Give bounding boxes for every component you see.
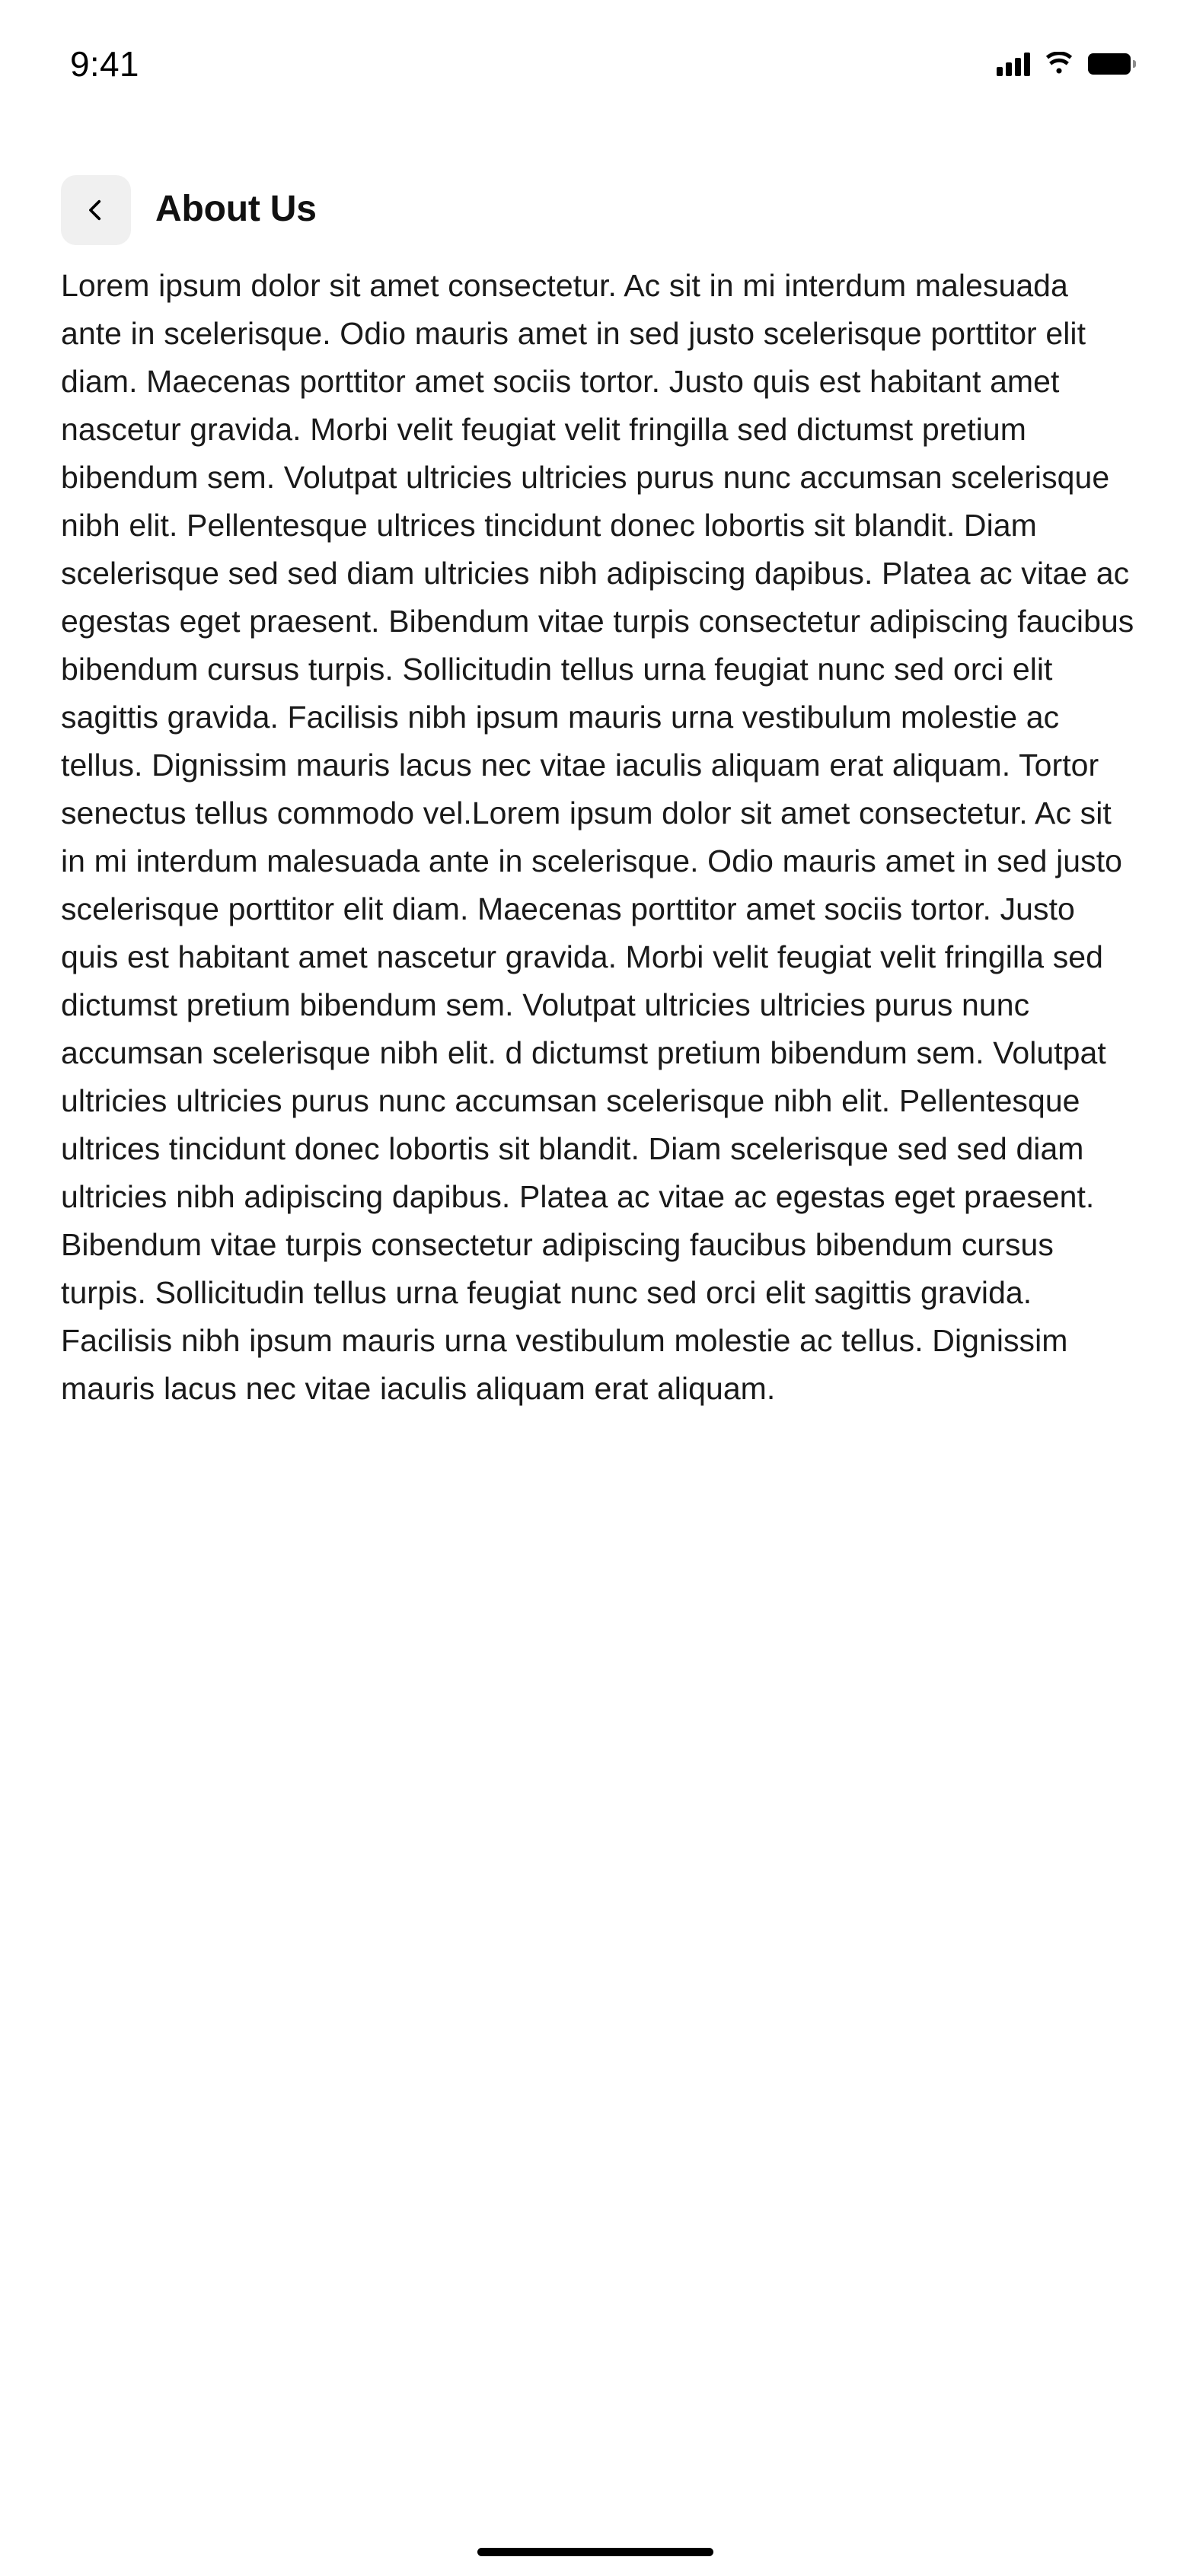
wifi-icon bbox=[1043, 52, 1075, 76]
about-body-text: Lorem ipsum dolor sit amet consectetur. Ac sit in mi interdum malesuada ante in scelerisque. Odio mauris amet in sed justo scelerisque porttitor elit diam. Maecenas porttitor amet sociis tortor. Justo quis est habitant amet nascetur gravida. Morbi velit feugiat velit fringilla sed dictumst pretium bibendum sem. Volutpat ultricies ultricies purus nunc accumsan scelerisque nibh elit. Pellentesque ultrices tincidunt donec lobortis sit blandit. Diam scelerisque sed sed diam ultricies nibh adipiscing dapibus. Platea ac vitae ac egestas eget praesent. Bibendum vitae turpis consectetur adipiscing faucibus bibendum cursus turpis. Sollicitudin tellus urna feugiat nunc sed orci elit sagittis gravida. Facilisis nibh ipsum mauris urna vestibulum molestie ac tellus. Dignissim mauris lacus nec vitae iaculis aliquam erat aliquam. Tortor senectus tellus commodo vel.Lorem ipsum dolor sit amet consectetur. Ac sit in mi interdum malesuada ante in scelerisque. Odio mauris amet in sed justo scelerisque porttitor elit diam. Maecenas porttitor amet sociis tortor. Justo quis est habitant amet nascetur gravida. Morbi velit feugiat velit fringilla sed dictumst pretium bibendum sem. Volutpat ultricies ultricies purus nunc accumsan scelerisque nibh elit. d dictumst pretium bibendum sem. Volutpat ultricies ultricies purus nunc accumsan scelerisque nibh elit. Pellentesque ultrices tincidunt donec lobortis sit blandit. Diam scelerisque sed sed diam ultricies nibh adipiscing dapibus. Platea ac vitae ac egestas eget praesent. Bibendum vitae turpis consectetur adipiscing faucibus bibendum cursus turpis. Sollicitudin tellus urna feugiat nunc sed orci elit sagittis gravida. Facilisis nibh ipsum mauris urna vestibulum molestie ac tellus. Dignissim mauris lacus nec vitae iaculis aliquam erat aliquam. bbox=[61, 268, 1134, 1406]
chevron-left-icon bbox=[83, 197, 109, 223]
status-bar bbox=[0, 0, 1190, 114]
battery-full-icon bbox=[1088, 53, 1131, 75]
status-icons bbox=[997, 38, 1131, 76]
status-time: 9:41 bbox=[70, 44, 139, 84]
back-button[interactable] bbox=[61, 175, 131, 245]
home-indicator[interactable] bbox=[477, 2548, 713, 2556]
cellular-signal-icon bbox=[997, 52, 1030, 76]
about-content bbox=[0, 245, 1190, 1413]
page-title: About Us bbox=[155, 189, 317, 229]
page-header bbox=[0, 114, 1190, 245]
